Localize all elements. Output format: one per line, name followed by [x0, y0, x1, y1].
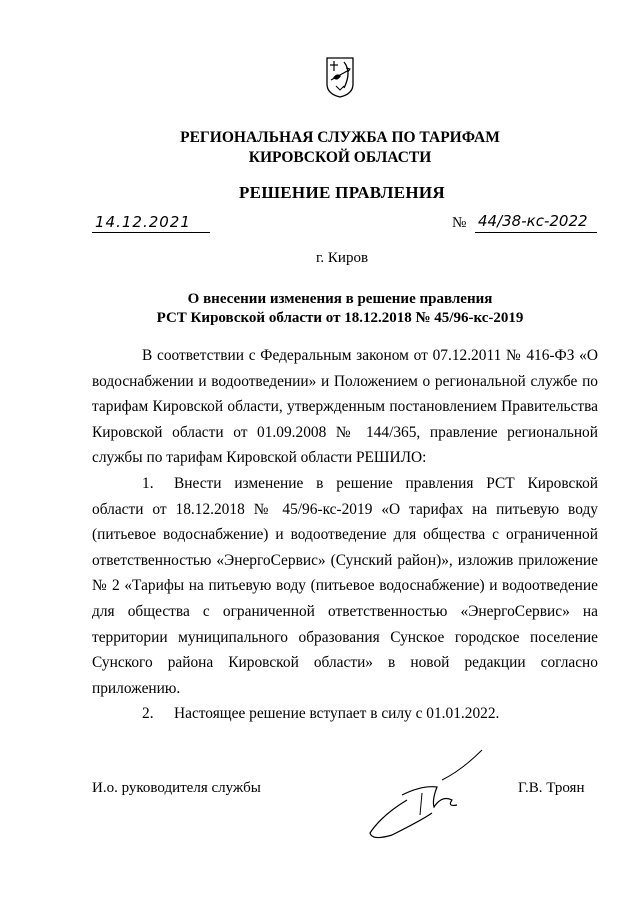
signatory-name: Г.В. Троян: [518, 780, 585, 796]
item-text: Внести изменение в решение правления РСТ Кировской области от 18.12.2018 № 45/96-кс-2019 «О тарифах на питьевую воду (питьевое водоснабжение) и водоотведение для общества с ограниченной ответственностью «ЭнергоСервис» (Сунский район)», изложив приложение № 2 «Тарифы на питьевую воду (питьевое водоснабжение) и водоотведение для общества с ограниченной ответственностью «ЭнергоСервис» на территории муниципального образования Сунское городское поселение Сунского района Кировской области» в новой редакции согласно приложению.: [92, 474, 598, 697]
signatory-title: И.о. руководителя службы: [92, 780, 261, 796]
city: г. Киров: [315, 250, 369, 266]
org-line-2: КИРОВСКОЙ ОБЛАСТИ: [248, 149, 432, 166]
preamble: В соответствии с Федеральным законом от 07.12.2011 № 416-ФЗ «О водоснабжении и водоотведении» и Положением о региональной службе по тарифам Кировской области, утвержденным постановлением Правительства Кировской области от 01.09.2008 № 144/365, правление региональной службы по тарифам Кировской области РЕШИЛО:: [92, 347, 598, 467]
item-text: Настоящее решение вступает в силу с 01.01.2022.: [174, 705, 500, 723]
document-number: 44/38-кс-2022: [478, 212, 588, 230]
list-item: [92, 701, 598, 727]
org-line-1: РЕГИОНАЛЬНАЯ СЛУЖБА ПО ТАРИФАМ: [180, 129, 500, 146]
document-subject: [30, 290, 640, 328]
item-number: 2.: [142, 705, 154, 723]
subject-line-2: РСТ Кировской области от 18.12.2018 № 45/96-кс-2019: [156, 310, 524, 326]
document-type: РЕШЕНИЕ ПРАВЛЕНИЯ: [239, 183, 445, 202]
list-item: [92, 471, 598, 701]
item-number: 1.: [142, 474, 154, 492]
date-underline: [92, 232, 210, 233]
organization-name: [30, 128, 640, 168]
number-underline: [475, 232, 597, 233]
handwritten-signature-icon: [362, 745, 502, 845]
document-date: 14.12.2021: [95, 213, 191, 231]
document-body: [92, 343, 598, 727]
number-label: №: [452, 215, 467, 231]
kirov-coat-of-arms-icon: [325, 56, 355, 98]
subject-line-1: О внесении изменения в решение правления: [187, 291, 493, 307]
